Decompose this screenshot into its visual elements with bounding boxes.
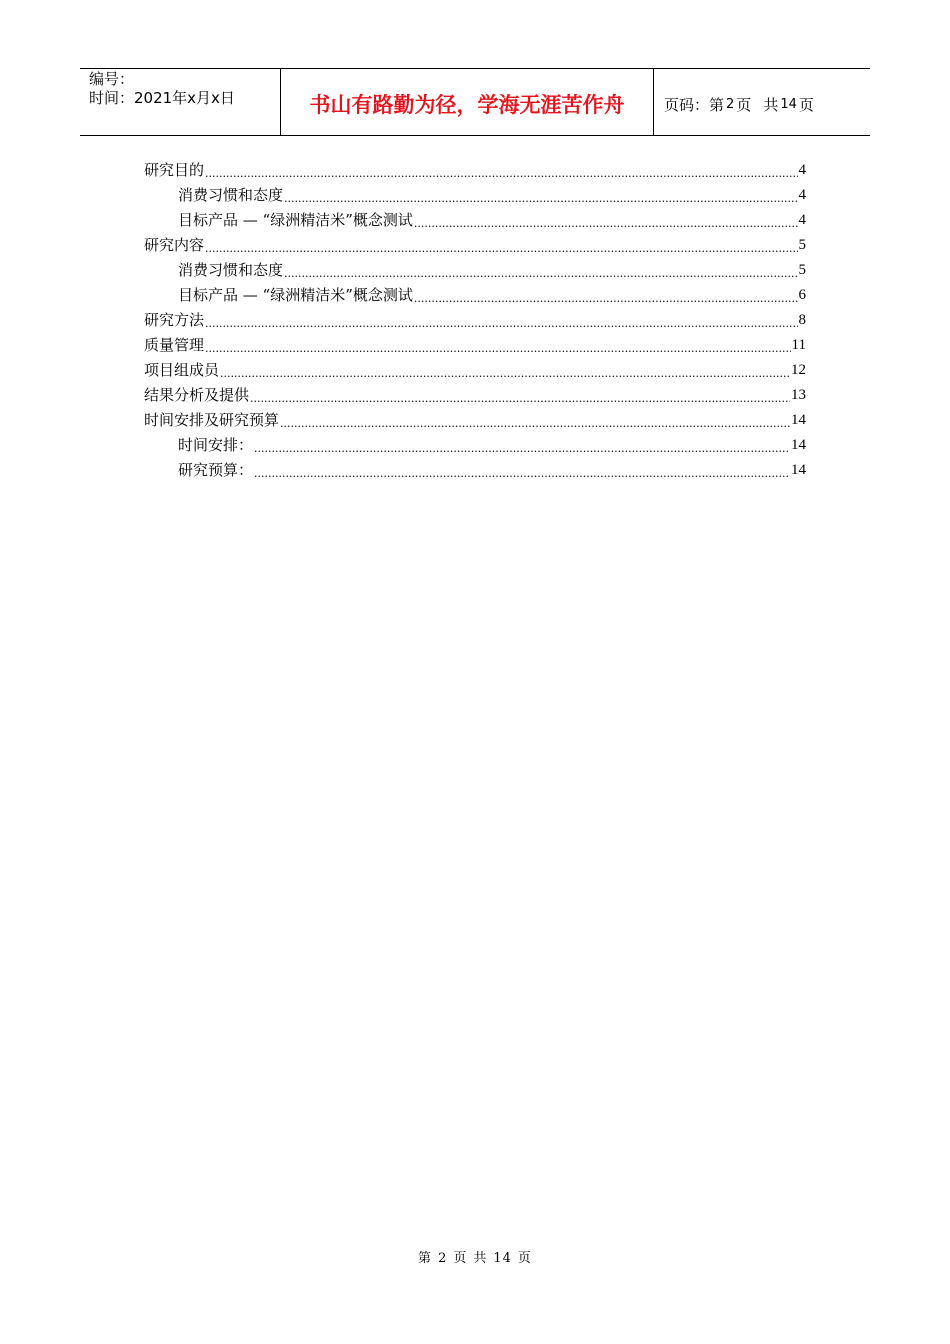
- toc-entry-page: 8: [798, 312, 806, 328]
- toc-entry-page: 5: [798, 237, 806, 253]
- toc-leader-dots: [250, 389, 790, 408]
- toc-entry[interactable]: [144, 383, 806, 408]
- header-page-unit: 页: [736, 95, 752, 114]
- toc-entry[interactable]: [178, 208, 806, 233]
- toc-entry-label: 研究预算：: [178, 461, 254, 479]
- toc-entry-label: 时间安排及研究预算: [144, 411, 280, 429]
- toc-entry-label: 研究方法: [144, 311, 205, 329]
- toc-leader-dots: [205, 239, 797, 258]
- document-time-label: 时间：2021年x月x日: [89, 89, 235, 107]
- toc-entry[interactable]: [144, 358, 806, 383]
- toc-entry-page: 6: [798, 287, 806, 303]
- toc-entry[interactable]: [144, 333, 806, 358]
- footer-current-page: 2: [438, 1251, 448, 1266]
- toc-entry-label: 目标产品 — “绿洲精洁米”概念测试: [178, 211, 413, 229]
- toc-entry-page: 14: [791, 437, 806, 453]
- toc-entry-label: 目标产品 — “绿洲精洁米”概念测试: [178, 286, 413, 304]
- toc-entry-page: 11: [791, 337, 806, 353]
- header-page-total-unit: 页: [798, 95, 814, 114]
- toc-leader-dots: [280, 414, 790, 433]
- toc-entry-page: 4: [798, 212, 806, 228]
- toc-leader-dots: [205, 339, 791, 358]
- header-page-total: 14: [780, 96, 797, 112]
- toc-entry-page: 13: [791, 387, 806, 403]
- page-header: [80, 68, 870, 136]
- toc-entry[interactable]: [178, 283, 806, 308]
- header-page-info: [654, 69, 870, 135]
- document-number-label: 编号：: [89, 70, 135, 88]
- toc-entry-page: 4: [798, 162, 806, 178]
- toc-leader-dots: [220, 364, 790, 383]
- header-motto: 书山有路勤为径，学海无涯苦作舟: [281, 69, 654, 135]
- toc-entry-label: 质量管理: [144, 336, 205, 354]
- toc-entry-label: 消费习惯和态度: [178, 261, 284, 279]
- page-footer: [0, 1247, 950, 1266]
- header-page-total-label: 共: [763, 95, 779, 114]
- toc-entry-label: 研究目的: [144, 161, 205, 179]
- toc-leader-dots: [205, 314, 797, 333]
- toc-entry-page: 5: [798, 262, 806, 278]
- footer-total-unit: 页: [517, 1251, 532, 1266]
- toc-entry-label: 结果分析及提供: [144, 386, 250, 404]
- footer-total-pages: 14: [493, 1251, 512, 1266]
- toc-entry[interactable]: [144, 158, 806, 183]
- toc-entry[interactable]: [178, 458, 806, 483]
- toc-leader-dots: [284, 189, 797, 208]
- toc-entry[interactable]: [144, 308, 806, 333]
- toc-entry-page: 14: [791, 462, 806, 478]
- toc-entry[interactable]: [178, 433, 806, 458]
- toc-entry-label: 时间安排：: [178, 436, 254, 454]
- header-meta: [80, 69, 281, 135]
- toc-entry-label: 消费习惯和态度: [178, 186, 284, 204]
- footer-unit: 页: [453, 1251, 468, 1266]
- toc-leader-dots: [254, 464, 790, 483]
- toc-entry[interactable]: [144, 408, 806, 433]
- footer-prefix: 第: [418, 1251, 433, 1266]
- header-page-label: 页码：第: [664, 95, 725, 114]
- toc-entry-page: 12: [791, 362, 806, 378]
- toc-leader-dots: [414, 289, 798, 308]
- header-page-current: 2: [726, 96, 735, 112]
- toc-entry-label: 研究内容: [144, 236, 205, 254]
- toc-entry[interactable]: [144, 233, 806, 258]
- toc-entry[interactable]: [178, 183, 806, 208]
- toc-leader-dots: [205, 164, 797, 183]
- toc-entry-label: 项目组成员: [144, 361, 220, 379]
- toc-leader-dots: [254, 439, 790, 458]
- toc-leader-dots: [284, 264, 797, 283]
- footer-total-prefix: 共: [473, 1251, 488, 1266]
- toc-entry-page: 14: [791, 412, 806, 428]
- toc-leader-dots: [414, 214, 798, 233]
- toc-entry[interactable]: [178, 258, 806, 283]
- toc-entry-page: 4: [798, 187, 806, 203]
